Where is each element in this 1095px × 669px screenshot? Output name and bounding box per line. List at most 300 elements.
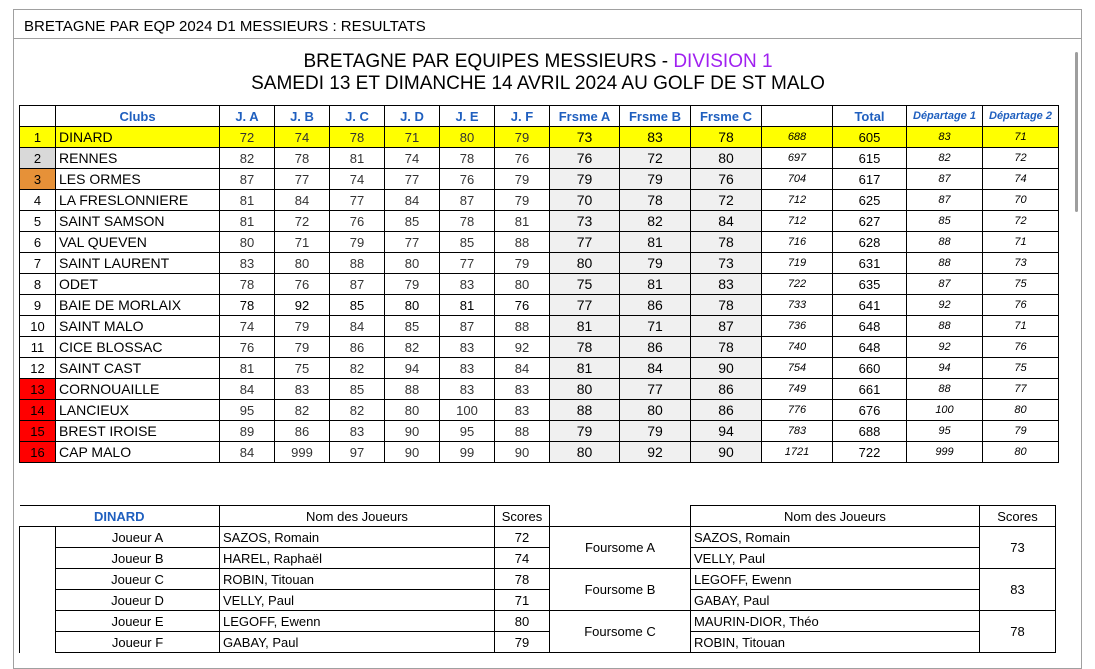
results-table bbox=[19, 105, 1059, 463]
total-cell: 635 bbox=[833, 274, 907, 295]
departage-2-cell: 71 bbox=[983, 127, 1059, 148]
score-je: 78 bbox=[440, 148, 495, 169]
score-fa: 79 bbox=[550, 169, 620, 190]
team-foursome-header-spacer bbox=[550, 506, 691, 527]
score-je: 83 bbox=[440, 379, 495, 400]
score-fb: 71 bbox=[620, 316, 691, 337]
score-fb: 81 bbox=[620, 274, 691, 295]
departage-1-cell: 88 bbox=[907, 316, 983, 337]
departage-2-cell: 70 bbox=[983, 190, 1059, 211]
score-fb: 79 bbox=[620, 253, 691, 274]
score-fa: 77 bbox=[550, 295, 620, 316]
score-fc: 78 bbox=[691, 337, 762, 358]
score-jc: 85 bbox=[330, 379, 385, 400]
club-name: LA FRESLONNIERE bbox=[56, 190, 220, 211]
departage-1-cell: 92 bbox=[907, 295, 983, 316]
score-ja: 76 bbox=[220, 337, 275, 358]
indent-cell bbox=[20, 527, 56, 548]
results-row bbox=[20, 127, 1059, 148]
cumulative-cell: 697 bbox=[762, 148, 833, 169]
cumulative-cell: 722 bbox=[762, 274, 833, 295]
score-ja: 82 bbox=[220, 148, 275, 169]
score-jd: 74 bbox=[385, 148, 440, 169]
team-player-row bbox=[20, 590, 1056, 611]
score-fc: 84 bbox=[691, 211, 762, 232]
player-slot-label: Joueur C bbox=[56, 569, 220, 590]
player-name: LEGOFF, Ewenn bbox=[220, 611, 495, 632]
total-cell: 641 bbox=[833, 295, 907, 316]
col-cumulative bbox=[762, 106, 833, 127]
results-row bbox=[20, 358, 1059, 379]
score-fa: 80 bbox=[550, 442, 620, 463]
score-fa: 73 bbox=[550, 127, 620, 148]
departage-1-cell: 92 bbox=[907, 337, 983, 358]
cumulative-cell: 783 bbox=[762, 421, 833, 442]
score-ja: 89 bbox=[220, 421, 275, 442]
player-name: HAREL, Raphaël bbox=[220, 548, 495, 569]
results-row bbox=[20, 295, 1059, 316]
score-jf: 79 bbox=[495, 127, 550, 148]
results-row bbox=[20, 148, 1059, 169]
score-je: 100 bbox=[440, 400, 495, 421]
results-row bbox=[20, 253, 1059, 274]
score-fa: 75 bbox=[550, 274, 620, 295]
rank-cell: 12 bbox=[20, 358, 56, 379]
score-jc: 87 bbox=[330, 274, 385, 295]
rank-cell: 10 bbox=[20, 316, 56, 337]
results-row bbox=[20, 379, 1059, 400]
indent-cell bbox=[20, 611, 56, 632]
results-header-row bbox=[20, 106, 1059, 127]
results-row bbox=[20, 211, 1059, 232]
score-jc: 77 bbox=[330, 190, 385, 211]
foursome-player: VELLY, Paul bbox=[691, 548, 980, 569]
score-jb: 83 bbox=[275, 379, 330, 400]
club-name: SAINT CAST bbox=[56, 358, 220, 379]
rank-cell: 1 bbox=[20, 127, 56, 148]
cumulative-cell: 749 bbox=[762, 379, 833, 400]
score-jd: 77 bbox=[385, 232, 440, 253]
departage-1-cell: 88 bbox=[907, 232, 983, 253]
score-jc: 86 bbox=[330, 337, 385, 358]
col-total: Total bbox=[833, 106, 907, 127]
col-frsme-b: Frsme B bbox=[620, 106, 691, 127]
cumulative-cell: 736 bbox=[762, 316, 833, 337]
score-fa: 77 bbox=[550, 232, 620, 253]
indent-cell bbox=[20, 632, 56, 653]
club-name: BAIE DE MORLAIX bbox=[56, 295, 220, 316]
col-je: J. E bbox=[440, 106, 495, 127]
departage-2-cell: 76 bbox=[983, 295, 1059, 316]
score-jc: 88 bbox=[330, 253, 385, 274]
club-name: CAP MALO bbox=[56, 442, 220, 463]
score-fb: 72 bbox=[620, 148, 691, 169]
score-jc: 81 bbox=[330, 148, 385, 169]
foursome-player: LEGOFF, Ewenn bbox=[691, 569, 980, 590]
club-name: RENNES bbox=[56, 148, 220, 169]
rank-cell: 4 bbox=[20, 190, 56, 211]
score-jf: 76 bbox=[495, 295, 550, 316]
team-player-row bbox=[20, 611, 1056, 632]
foursome-player: SAZOS, Romain bbox=[691, 527, 980, 548]
score-fc: 86 bbox=[691, 400, 762, 421]
score-fc: 94 bbox=[691, 421, 762, 442]
score-jc: 97 bbox=[330, 442, 385, 463]
score-ja: 81 bbox=[220, 358, 275, 379]
foursome-player: GABAY, Paul bbox=[691, 590, 980, 611]
departage-2-cell: 75 bbox=[983, 274, 1059, 295]
departage-2-cell: 71 bbox=[983, 232, 1059, 253]
departage-2-cell: 76 bbox=[983, 337, 1059, 358]
rank-cell: 5 bbox=[20, 211, 56, 232]
title-separator bbox=[14, 38, 1081, 39]
player-slot-label: Joueur B bbox=[56, 548, 220, 569]
score-fa: 73 bbox=[550, 211, 620, 232]
score-fc: 86 bbox=[691, 379, 762, 400]
score-jb: 92 bbox=[275, 295, 330, 316]
rank-cell: 9 bbox=[20, 295, 56, 316]
cumulative-cell: 688 bbox=[762, 127, 833, 148]
division-label: DIVISION 1 bbox=[673, 51, 773, 72]
score-ja: 84 bbox=[220, 379, 275, 400]
score-jb: 76 bbox=[275, 274, 330, 295]
indent-cell bbox=[20, 569, 56, 590]
window-title: BRETAGNE PAR EQP 2024 D1 MESSIEURS : RESULTATS bbox=[24, 18, 426, 35]
player-score: 78 bbox=[495, 569, 550, 590]
cumulative-cell: 776 bbox=[762, 400, 833, 421]
departage-2-cell: 75 bbox=[983, 358, 1059, 379]
page-title-line2: SAMEDI 13 ET DIMANCHE 14 AVRIL 2024 AU GOLF DE ST MALO bbox=[251, 73, 825, 94]
score-jd: 82 bbox=[385, 337, 440, 358]
cumulative-cell: 1721 bbox=[762, 442, 833, 463]
score-jc: 78 bbox=[330, 127, 385, 148]
score-jb: 80 bbox=[275, 253, 330, 274]
rank-cell: 6 bbox=[20, 232, 56, 253]
score-ja: 78 bbox=[220, 274, 275, 295]
score-fc: 78 bbox=[691, 295, 762, 316]
score-jb: 72 bbox=[275, 211, 330, 232]
departage-2-cell: 80 bbox=[983, 442, 1059, 463]
col-departage-1: Départage 1 bbox=[907, 106, 983, 127]
score-jd: 80 bbox=[385, 253, 440, 274]
departage-2-cell: 74 bbox=[983, 169, 1059, 190]
score-fb: 79 bbox=[620, 169, 691, 190]
col-jd: J. D bbox=[385, 106, 440, 127]
total-cell: 625 bbox=[833, 190, 907, 211]
player-slot-label: Joueur E bbox=[56, 611, 220, 632]
score-ja: 87 bbox=[220, 169, 275, 190]
score-jb: 84 bbox=[275, 190, 330, 211]
cumulative-cell: 733 bbox=[762, 295, 833, 316]
player-score: 80 bbox=[495, 611, 550, 632]
score-jc: 85 bbox=[330, 295, 385, 316]
page-title-line1 bbox=[20, 51, 1056, 73]
col-jb: J. B bbox=[275, 106, 330, 127]
team-header-row bbox=[20, 506, 1056, 527]
player-score: 74 bbox=[495, 548, 550, 569]
score-ja: 83 bbox=[220, 253, 275, 274]
departage-1-cell: 87 bbox=[907, 169, 983, 190]
total-cell: 627 bbox=[833, 211, 907, 232]
team-name: DINARD bbox=[20, 506, 220, 527]
results-row bbox=[20, 421, 1059, 442]
score-fb: 77 bbox=[620, 379, 691, 400]
departage-1-cell: 999 bbox=[907, 442, 983, 463]
club-name: LES ORMES bbox=[56, 169, 220, 190]
team-col-players-2: Nom des Joueurs bbox=[691, 506, 980, 527]
departage-2-cell: 72 bbox=[983, 211, 1059, 232]
player-slot-label: Joueur D bbox=[56, 590, 220, 611]
vertical-scrollbar[interactable] bbox=[1075, 52, 1078, 212]
score-je: 83 bbox=[440, 274, 495, 295]
score-jc: 82 bbox=[330, 400, 385, 421]
team-player-row bbox=[20, 632, 1056, 653]
score-je: 80 bbox=[440, 127, 495, 148]
results-row bbox=[20, 442, 1059, 463]
results-row bbox=[20, 400, 1059, 421]
score-fc: 80 bbox=[691, 148, 762, 169]
score-jf: 92 bbox=[495, 337, 550, 358]
total-cell: 631 bbox=[833, 253, 907, 274]
player-name: GABAY, Paul bbox=[220, 632, 495, 653]
team-detail-table bbox=[19, 505, 1056, 653]
score-jb: 79 bbox=[275, 337, 330, 358]
departage-2-cell: 72 bbox=[983, 148, 1059, 169]
score-jf: 79 bbox=[495, 169, 550, 190]
score-fc: 73 bbox=[691, 253, 762, 274]
score-ja: 95 bbox=[220, 400, 275, 421]
score-jc: 82 bbox=[330, 358, 385, 379]
club-name: CORNOUAILLE bbox=[56, 379, 220, 400]
score-fa: 81 bbox=[550, 316, 620, 337]
cumulative-cell: 740 bbox=[762, 337, 833, 358]
score-fb: 80 bbox=[620, 400, 691, 421]
rank-cell: 7 bbox=[20, 253, 56, 274]
total-cell: 688 bbox=[833, 421, 907, 442]
rank-cell: 14 bbox=[20, 400, 56, 421]
results-row bbox=[20, 274, 1059, 295]
score-jd: 84 bbox=[385, 190, 440, 211]
score-fc: 78 bbox=[691, 232, 762, 253]
col-jc: J. C bbox=[330, 106, 385, 127]
score-jc: 79 bbox=[330, 232, 385, 253]
score-jf: 84 bbox=[495, 358, 550, 379]
results-row bbox=[20, 337, 1059, 358]
score-fb: 82 bbox=[620, 211, 691, 232]
club-name: CICE BLOSSAC bbox=[56, 337, 220, 358]
rank-cell: 13 bbox=[20, 379, 56, 400]
results-row bbox=[20, 316, 1059, 337]
indent-cell bbox=[20, 590, 56, 611]
results-row bbox=[20, 169, 1059, 190]
score-je: 78 bbox=[440, 211, 495, 232]
cumulative-cell: 754 bbox=[762, 358, 833, 379]
club-name: ODET bbox=[56, 274, 220, 295]
score-fa: 80 bbox=[550, 379, 620, 400]
score-fb: 83 bbox=[620, 127, 691, 148]
foursome-score: 83 bbox=[980, 569, 1056, 611]
score-jf: 88 bbox=[495, 232, 550, 253]
score-je: 87 bbox=[440, 316, 495, 337]
score-jb: 79 bbox=[275, 316, 330, 337]
club-name: BREST IROISE bbox=[56, 421, 220, 442]
departage-2-cell: 71 bbox=[983, 316, 1059, 337]
title-prefix: BRETAGNE PAR EQUIPES MESSIEURS - bbox=[303, 51, 674, 72]
foursome-player: ROBIN, Titouan bbox=[691, 632, 980, 653]
score-jc: 74 bbox=[330, 169, 385, 190]
player-name: VELLY, Paul bbox=[220, 590, 495, 611]
score-jf: 76 bbox=[495, 148, 550, 169]
score-fc: 78 bbox=[691, 127, 762, 148]
score-je: 85 bbox=[440, 232, 495, 253]
score-jd: 94 bbox=[385, 358, 440, 379]
score-jb: 74 bbox=[275, 127, 330, 148]
total-cell: 628 bbox=[833, 232, 907, 253]
score-fc: 90 bbox=[691, 442, 762, 463]
rank-cell: 3 bbox=[20, 169, 56, 190]
col-ja: J. A bbox=[220, 106, 275, 127]
score-jb: 82 bbox=[275, 400, 330, 421]
score-fa: 76 bbox=[550, 148, 620, 169]
score-je: 77 bbox=[440, 253, 495, 274]
score-jc: 83 bbox=[330, 421, 385, 442]
player-score: 71 bbox=[495, 590, 550, 611]
score-ja: 74 bbox=[220, 316, 275, 337]
total-cell: 660 bbox=[833, 358, 907, 379]
score-jf: 83 bbox=[495, 400, 550, 421]
rank-cell: 2 bbox=[20, 148, 56, 169]
club-name: SAINT SAMSON bbox=[56, 211, 220, 232]
rank-cell: 15 bbox=[20, 421, 56, 442]
club-name: DINARD bbox=[56, 127, 220, 148]
score-jf: 88 bbox=[495, 316, 550, 337]
foursome-score: 78 bbox=[980, 611, 1056, 653]
score-jd: 80 bbox=[385, 295, 440, 316]
departage-2-cell: 80 bbox=[983, 400, 1059, 421]
departage-1-cell: 82 bbox=[907, 148, 983, 169]
score-fc: 76 bbox=[691, 169, 762, 190]
total-cell: 661 bbox=[833, 379, 907, 400]
club-name: SAINT MALO bbox=[56, 316, 220, 337]
score-fa: 70 bbox=[550, 190, 620, 211]
departage-2-cell: 73 bbox=[983, 253, 1059, 274]
score-jf: 81 bbox=[495, 211, 550, 232]
score-jd: 77 bbox=[385, 169, 440, 190]
rank-cell: 11 bbox=[20, 337, 56, 358]
score-jf: 79 bbox=[495, 190, 550, 211]
score-fc: 87 bbox=[691, 316, 762, 337]
rank-cell: 8 bbox=[20, 274, 56, 295]
total-cell: 605 bbox=[833, 127, 907, 148]
results-row bbox=[20, 190, 1059, 211]
total-cell: 722 bbox=[833, 442, 907, 463]
score-je: 83 bbox=[440, 337, 495, 358]
score-ja: 72 bbox=[220, 127, 275, 148]
score-fb: 92 bbox=[620, 442, 691, 463]
rank-cell: 16 bbox=[20, 442, 56, 463]
score-jf: 79 bbox=[495, 253, 550, 274]
departage-1-cell: 95 bbox=[907, 421, 983, 442]
departage-2-cell: 77 bbox=[983, 379, 1059, 400]
total-cell: 676 bbox=[833, 400, 907, 421]
score-fb: 79 bbox=[620, 421, 691, 442]
score-fc: 90 bbox=[691, 358, 762, 379]
club-name: SAINT LAURENT bbox=[56, 253, 220, 274]
score-je: 81 bbox=[440, 295, 495, 316]
score-jb: 75 bbox=[275, 358, 330, 379]
score-jd: 80 bbox=[385, 400, 440, 421]
player-score: 79 bbox=[495, 632, 550, 653]
col-clubs: Clubs bbox=[56, 106, 220, 127]
score-je: 95 bbox=[440, 421, 495, 442]
score-fb: 78 bbox=[620, 190, 691, 211]
score-jb: 86 bbox=[275, 421, 330, 442]
player-name: SAZOS, Romain bbox=[220, 527, 495, 548]
score-jb: 71 bbox=[275, 232, 330, 253]
score-jf: 80 bbox=[495, 274, 550, 295]
team-player-row bbox=[20, 527, 1056, 548]
score-je: 99 bbox=[440, 442, 495, 463]
team-col-scores: Scores bbox=[495, 506, 550, 527]
score-je: 83 bbox=[440, 358, 495, 379]
total-cell: 648 bbox=[833, 337, 907, 358]
score-fa: 81 bbox=[550, 358, 620, 379]
cumulative-cell: 719 bbox=[762, 253, 833, 274]
total-cell: 615 bbox=[833, 148, 907, 169]
indent-cell bbox=[20, 548, 56, 569]
score-je: 76 bbox=[440, 169, 495, 190]
score-fb: 84 bbox=[620, 358, 691, 379]
score-ja: 80 bbox=[220, 232, 275, 253]
score-jd: 85 bbox=[385, 316, 440, 337]
score-ja: 84 bbox=[220, 442, 275, 463]
score-ja: 78 bbox=[220, 295, 275, 316]
total-cell: 617 bbox=[833, 169, 907, 190]
foursome-label: Foursome C bbox=[550, 611, 691, 653]
score-jb: 999 bbox=[275, 442, 330, 463]
departage-1-cell: 87 bbox=[907, 190, 983, 211]
cumulative-cell: 712 bbox=[762, 211, 833, 232]
score-jb: 78 bbox=[275, 148, 330, 169]
departage-1-cell: 88 bbox=[907, 379, 983, 400]
club-name: LANCIEUX bbox=[56, 400, 220, 421]
col-frsme-a: Frsme A bbox=[550, 106, 620, 127]
player-name: ROBIN, Titouan bbox=[220, 569, 495, 590]
score-fb: 86 bbox=[620, 337, 691, 358]
score-jc: 84 bbox=[330, 316, 385, 337]
departage-1-cell: 87 bbox=[907, 274, 983, 295]
foursome-player: MAURIN-DIOR, Théo bbox=[691, 611, 980, 632]
score-jd: 90 bbox=[385, 421, 440, 442]
foursome-label: Foursome B bbox=[550, 569, 691, 611]
score-fa: 80 bbox=[550, 253, 620, 274]
foursome-score: 73 bbox=[980, 527, 1056, 569]
cumulative-cell: 716 bbox=[762, 232, 833, 253]
score-fa: 78 bbox=[550, 337, 620, 358]
departage-1-cell: 100 bbox=[907, 400, 983, 421]
team-player-row bbox=[20, 548, 1056, 569]
score-jf: 88 bbox=[495, 421, 550, 442]
col-frsme-c: Frsme C bbox=[691, 106, 762, 127]
departage-1-cell: 85 bbox=[907, 211, 983, 232]
cumulative-cell: 712 bbox=[762, 190, 833, 211]
col-departage-2: Départage 2 bbox=[983, 106, 1059, 127]
departage-1-cell: 88 bbox=[907, 253, 983, 274]
total-cell: 648 bbox=[833, 316, 907, 337]
team-col-scores-2: Scores bbox=[980, 506, 1056, 527]
score-jd: 85 bbox=[385, 211, 440, 232]
club-name: VAL QUEVEN bbox=[56, 232, 220, 253]
